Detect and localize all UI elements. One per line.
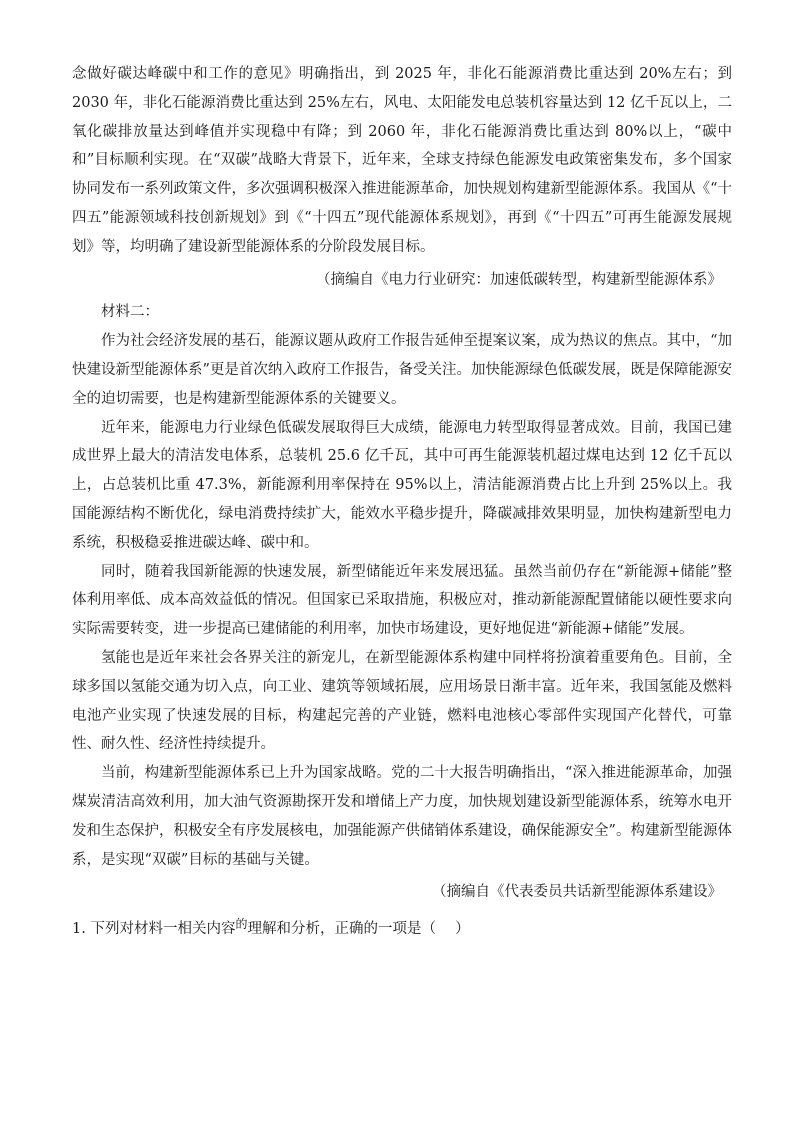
question-1-small-char: 的 <box>235 917 248 932</box>
question-1-prefix: 1. 下列对材料一相关内容 <box>72 921 236 938</box>
material-two-source: （摘编自《代表委员共话新型能源体系建设》 <box>432 884 722 901</box>
material-two-paragraph-1: 作为社会经济发展的基石，能源议题从政府工作报告延伸至提案议案，成为热议的焦点。其中，“加快建设新型能源体系”更是首次纳入政府工作报告，备受关注。加快能源绿色低碳发展，既是保障能源安全的迫切需要，也是构建新型能源体系的关键要义。 <box>72 333 732 407</box>
material-one-paragraph: 念做好碳达峰碳中和工作的意见》明确指出，到 2025 年，非化石能源消费比重达到 20%左右；到 2030 年，非化石能源消费比重达到 25%左右，风电、太阳能发电总装机容量达到 12 亿千瓦以上，二氧化碳排放量达到峰值并实现稳中有降；到 2060 年，非化石能源消费比重达到 80%以上，“碳中和”目标顺利实现。在“双碳”战略大背景下，近年来，全球支持绿色能源发电政策密集发布，多个国家协同发布一系列政策文件，多次强调积极深入推进能源革命，加快规划构建新型能源体系。我国从《“十四五”能源领域科技创新规划》到《“十四五”现代能源体系规划》，再到《“十四五”可再生能源发展规划》等，均明确了建设新型能源体系的分阶段发展目标。 <box>72 66 732 255</box>
material-two-paragraph-5: 当前，构建新型能源体系已上升为国家战略。党的二十大报告明确指出，“深入推进能源革命，加强煤炭清洁高效利用，加大油气资源勘探开发和增储上产力度，加快规划建设新型能源体系，统筹水电开发和生态保护，积极安全有序发展核电，加强能源产供储销体系建设，确保能源安全”。构建新型能源体系，是实现“双碳”目标的基础与关键。 <box>72 765 732 868</box>
material-two-label: 材料二： <box>101 304 159 321</box>
question-1 <box>72 915 732 944</box>
document-page <box>72 60 732 944</box>
question-1-suffix: 理解和分析，正确的一项是（ ） <box>247 921 470 938</box>
material-two-paragraph-4: 氢能也是近年来社会各界关注的新宠儿，在新型能源体系构建中同样将扮演着重要角色。目前，全球多国以氢能交通为切入点，向工业、建筑等领域拓展，应用场景日渐丰富。近年来，我国氢能及燃料电池产业实现了快速发展的目标，构建起完善的产业链，燃料电池核心零部件实现国产化替代，可靠性、耐久性、经济性持续提升。 <box>72 649 732 753</box>
material-one-source: （摘编自《电力行业研究：加速低碳转型，构建新型能源体系》 <box>316 271 722 288</box>
material-two-paragraph-2: 近年来，能源电力行业绿色低碳发展取得巨大成绩，能源电力转型取得显著成效。目前，我国已建成世界上最大的清洁发电体系，总装机 25.6 亿千瓦，其中可再生能源装机超过煤电达到 12 亿千瓦以上，占总装机比重 47.3%，新能源利用率保持在 95%以上，清洁能源消费占比上升到 25%以上。我国能源结构不断优化，绿电消费持续扩大，能效水平稳步提升，降碳减排效果明显，加快构建新型电力系统，积极稳妥推进碳达峰、碳中和。 <box>72 419 732 551</box>
material-two-paragraph-3: 同时，随着我国新能源的快速发展，新型储能近年来发展迅猛。虽然当前仍存在“新能源+储能”整体利用率低、成本高效益低的情况。但国家已采取措施，积极应对，推动新能源配置储能以硬性要求向实际需要转变，进一步提高已建储能的利用率，加快市场建设，更好地促进“新能源+储能”发展。 <box>72 563 732 638</box>
